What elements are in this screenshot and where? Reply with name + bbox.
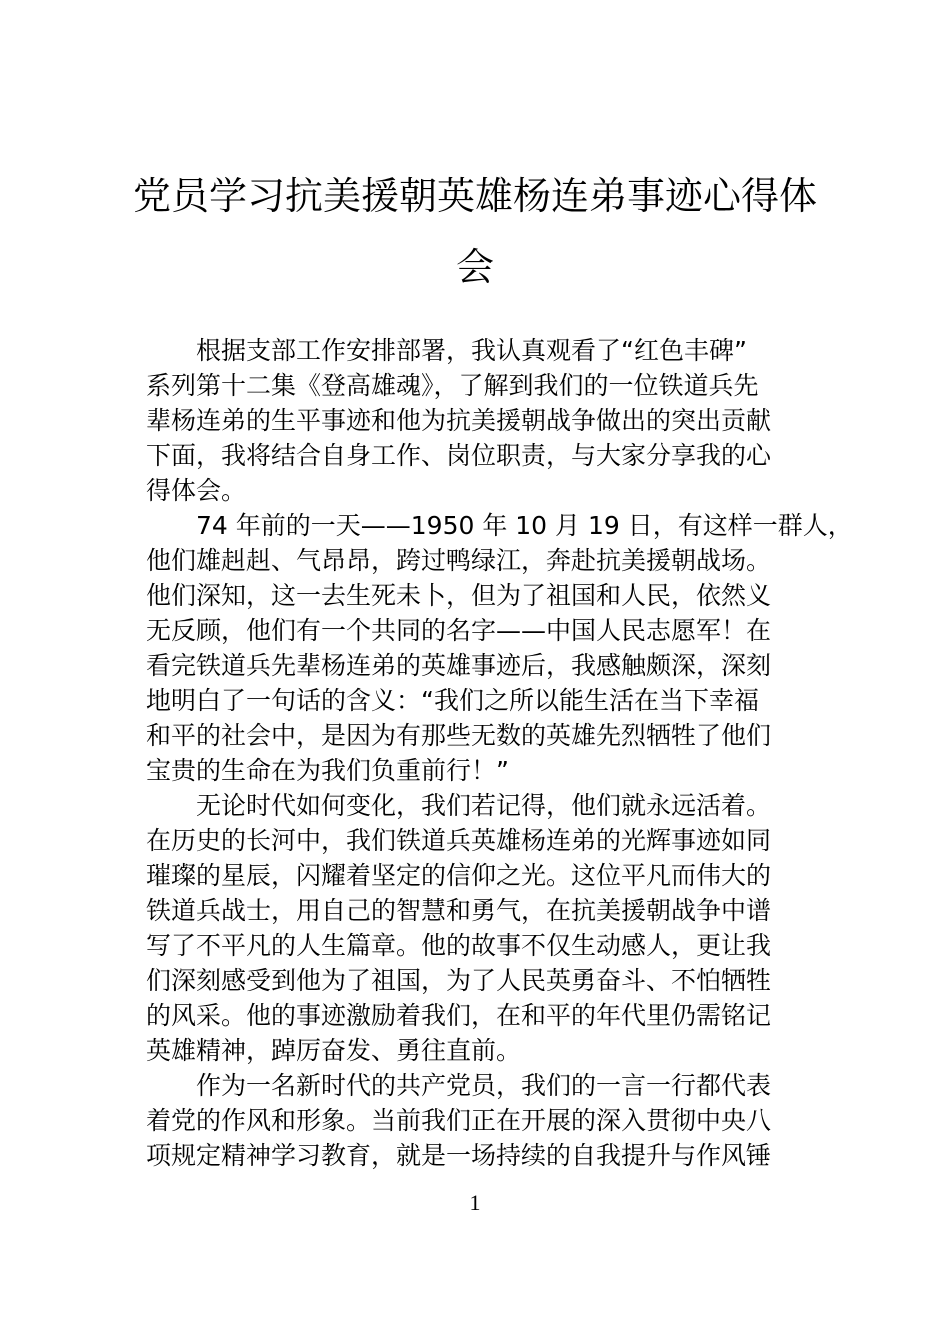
- body-text-line: 写了不平凡的人生篇章。他的故事不仅生动感人，更让我: [146, 931, 772, 960]
- body-text-line: 辈杨连弟的生平事迹和他为抗美援朝战争做出的突出贡献: [146, 406, 772, 435]
- body-text-line: 他们深知，这一去生死未卜，但为了祖国和人民，依然义: [146, 581, 772, 610]
- body-text-line: 宝贵的生命在为我们负重前行！”: [146, 756, 509, 785]
- body-text-line: 无论时代如何变化，我们若记得，他们就永远活着。: [146, 791, 772, 820]
- document-title-line-2: 会: [455, 245, 494, 289]
- body-text-line: 们深刻感受到他为了祖国，为了人民英勇奋斗、不怕牺牲: [146, 966, 772, 995]
- body-text-line: 根据支部工作安排部署，我认真观看了“红色丰碑”: [146, 336, 747, 365]
- body-text-line: 地明白了一句话的含义：“我们之所以能生活在当下幸福: [146, 686, 759, 715]
- body-text-line: 看完铁道兵先辈杨连弟的英雄事迹后，我感触颇深，深刻: [146, 651, 772, 680]
- body-text-line: 系列第十二集《登高雄魂》，了解到我们的一位铁道兵先: [146, 371, 759, 400]
- body-text-line: 铁道兵战士，用自己的智慧和勇气，在抗美援朝战争中谱: [146, 896, 772, 925]
- body-text-line: 英雄精神，踔厉奋发、勇往直前。: [146, 1036, 522, 1065]
- body-text-line: 作为一名新时代的共产党员，我们的一言一行都代表: [146, 1071, 772, 1100]
- body-text-line: 璀璨的星辰，闪耀着坚定的信仰之光。这位平凡而伟大的: [146, 861, 772, 890]
- body-text-line: 下面，我将结合自身工作、岗位职责，与大家分享我的心: [146, 441, 772, 470]
- body-text-line: 和平的社会中，是因为有那些无数的英雄先烈牺牲了他们: [146, 721, 772, 750]
- body-text-line: 在历史的长河中，我们铁道兵英雄杨连弟的光辉事迹如同: [146, 826, 772, 855]
- body-text-line: 项规定精神学习教育，就是一场持续的自我提升与作风锤: [146, 1141, 772, 1170]
- document-title-line-1: 党员学习抗美援朝英雄杨连弟事迹心得体: [132, 174, 817, 218]
- body-text-line: 无反顾，他们有一个共同的名字——中国人民志愿军！在: [146, 616, 772, 645]
- body-text-line: 74 年前的一天——1950 年 10 月 19 日，有这样一群人，: [146, 511, 853, 540]
- body-text-line: 的风采。他的事迹激励着我们，在和平的年代里仍需铭记: [146, 1001, 772, 1030]
- page-number: 1: [469, 1190, 481, 1215]
- body-text-line: 他们雄赳赳、气昂昂，跨过鸭绿江，奔赴抗美援朝战场。: [146, 546, 772, 575]
- body-text-line: 得体会。: [146, 476, 247, 505]
- body-text-line: 着党的作风和形象。当前我们正在开展的深入贯彻中央八: [146, 1106, 772, 1135]
